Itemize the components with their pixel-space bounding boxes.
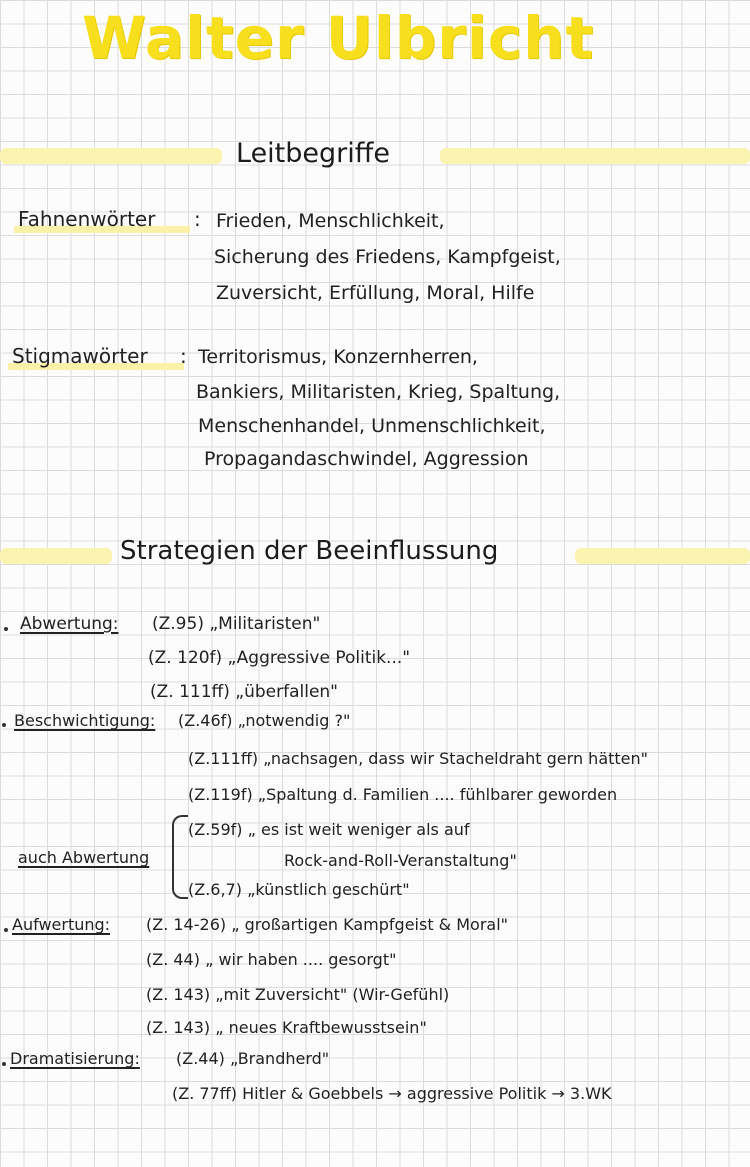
label-colon: : [194,207,201,231]
beschwichtigung-label: Beschwichtigung: [14,711,156,730]
beschwichtigung-first: (Z.46f) „notwendig ?" [178,711,351,730]
fahnen-line-2: Sicherung des Friedens, Kampfgeist, [214,246,561,268]
abwertung-line-3: (Z. 111ff) „überfallen" [150,682,339,702]
stigma-line-1: Territorismus, Konzernherren, [198,346,478,368]
bullet-dot [4,928,8,932]
aufwertung-line-4: (Z. 143) „ neues Kraftbewusstsein" [146,1018,427,1037]
section-heading-strategien: Strategien der Beeinflussung [120,536,499,566]
auch-abwertung-note: auch Abwertung [18,848,150,867]
beschwichtigung-line-2: (Z.119f) „Spaltung d. Familien .... fühlbarer geworden [188,785,618,804]
abwertung-label: Abwertung: [20,614,119,634]
aufwertung-line-2: (Z. 44) „ wir haben .... gesorgt" [146,950,397,969]
fahnen-line-3: Zuversicht, Erfüllung, Moral, Hilfe [216,282,535,304]
highlight-stroke-left [0,148,222,164]
dramatisierung-label: Dramatisierung: [10,1049,140,1068]
abwertung-line-1: (Z.95) „Militaristen" [152,614,321,634]
page-title: Walter Ulbricht [82,4,595,72]
beschwichtigung-line-3: (Z.59f) „ es ist weit weniger als auf [188,820,470,839]
bullet-dot [2,1062,6,1066]
beschwichtigung-line-5: (Z.6,7) „künstlich geschürt" [188,880,410,899]
beschwichtigung-line-4: Rock-and-Roll-Veranstaltung" [284,851,517,870]
stigma-line-3: Menschenhandel, Unmenschlichkeit, [198,415,546,437]
beschwichtigung-line-1: (Z.111ff) „nachsagen, dass wir Stacheldraht gern hätten" [188,749,649,768]
stigmawoerter-label: Stigmawörter [12,344,148,368]
bullet-dot [2,723,6,727]
label-colon: : [180,344,187,368]
abwertung-line-2: (Z. 120f) „Aggressive Politik..." [148,648,411,668]
fahnen-line-1: Frieden, Menschlichkeit, [216,210,445,232]
bullet-dot [4,627,8,631]
aufwertung-line-1: (Z. 14-26) „ großartigen Kampfgeist & Moral" [146,915,509,934]
highlight-stroke-left [0,548,112,564]
curly-brace [172,815,188,899]
aufwertung-line-3: (Z. 143) „mit Zuversicht" (Wir-Gefühl) [146,985,450,1004]
stigma-line-2: Bankiers, Militaristen, Krieg, Spaltung, [196,381,561,403]
aufwertung-label: Aufwertung: [12,915,111,934]
section-heading-leitbegriffe: Leitbegriffe [236,138,390,169]
dramatisierung-line-2: (Z. 77ff) Hitler & Goebbels → aggressive Politik → 3.WK [172,1084,612,1103]
dramatisierung-line-1: (Z.44) „Brandherd" [176,1049,330,1068]
fahnenwoerter-label: Fahnenwörter [18,207,156,231]
stigma-line-4: Propagandaschwindel, Aggression [204,448,529,470]
highlight-stroke-right [440,148,750,164]
highlight-stroke-right [575,548,750,564]
